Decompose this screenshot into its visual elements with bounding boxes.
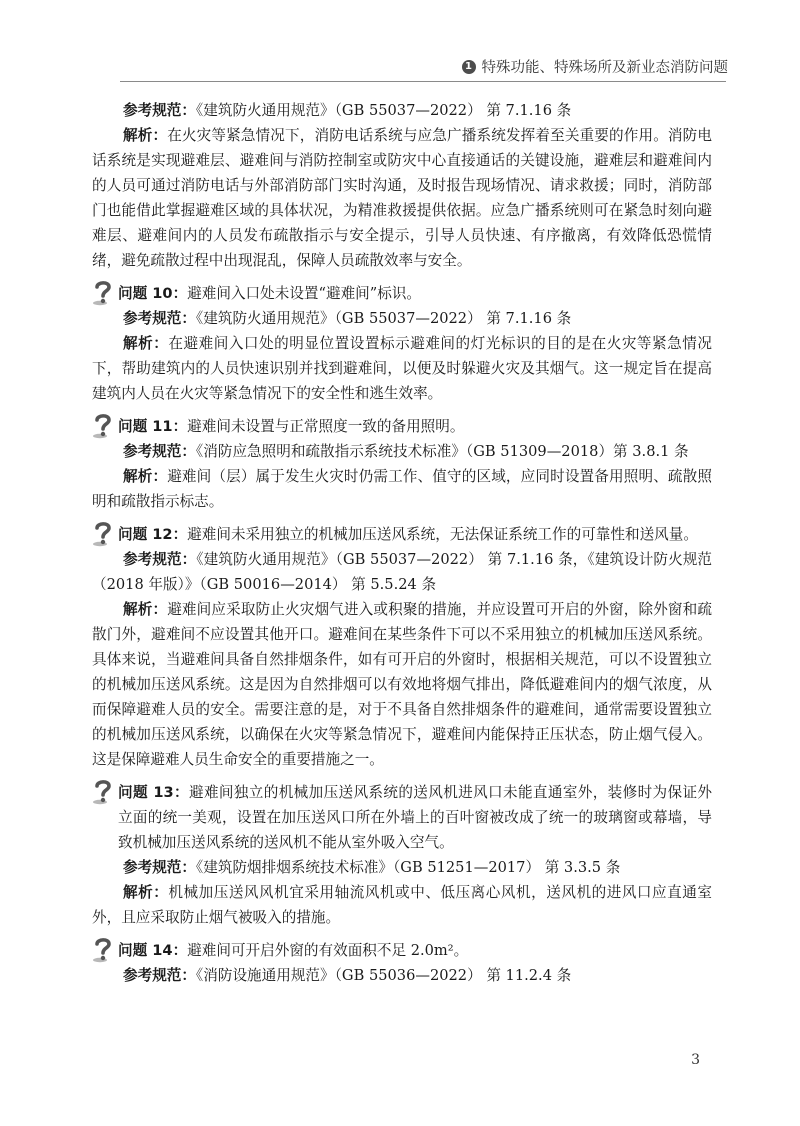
header-title [462, 56, 729, 77]
analysis-label: 解析： [123, 335, 169, 352]
analysis-paragraph [92, 123, 712, 273]
analysis-label: 解析： [123, 601, 168, 618]
reference-line [92, 98, 712, 123]
header-rule [120, 81, 726, 82]
running-header [0, 0, 800, 86]
reference-line [92, 439, 712, 464]
question-label: 问题 10： [118, 285, 188, 302]
reference-label: 参考规范： [123, 310, 196, 327]
reference-text: 《建筑防烟排烟系统技术标准》（GB 51251—2017） 第 3.3.5 条 [195, 859, 621, 876]
question-mark-icon [92, 520, 114, 547]
question-text: 避难间入口处未设置“避难间”标识。 [187, 285, 422, 302]
analysis-text: 机械加压送风风机宜采用轴流风机或中、低压离心风机，送风机的进风口应直通室外，且应采取防止烟气被吸入的措施。 [92, 884, 712, 926]
section-title: 特殊功能、特殊场所及新业态消防问题 [481, 60, 728, 76]
reference-label: 参考规范： [123, 102, 196, 119]
analysis-paragraph [92, 597, 712, 772]
reference-label: 参考规范： [123, 967, 196, 984]
reference-line [92, 855, 712, 880]
analysis-paragraph [92, 880, 712, 930]
analysis-text: 在避难间入口处的明显位置设置标示避难间的灯光标识的目的是在火灾等紧急情况下，帮助建筑内的人员快速识别并找到避难间，以便及时躲避火灾及其烟气。这一规定旨在提高建筑内人员在火灾等紧急情况下的安全性和逃生效率。 [92, 335, 712, 402]
question-label: 问题 14： [118, 942, 188, 959]
analysis-label: 解析： [123, 884, 169, 901]
question-mark-icon [92, 279, 114, 306]
question-text: 避难间独立的机械加压送风系统的送风机进风口未能直通室外，装修时为保证外立面的统一美观，设置在加压送风口所在外墙上的百叶窗被改成了统一的玻璃窗或幕墙，导致机械加压送风系统的送风机不能从室外吸入空气。 [118, 784, 713, 851]
analysis-paragraph [92, 464, 712, 514]
page-number: 3 [691, 1052, 700, 1068]
analysis-label: 解析： [123, 468, 168, 485]
question-13 [92, 780, 712, 855]
reference-text: 《建筑防火通用规范》（GB 55037—2022） 第 7.1.16 条，《建筑设计防火规范（2018 年版）》（GB 50016—2014） 第 5.5.24 条 [92, 551, 712, 593]
question-label: 问题 11： [118, 418, 188, 435]
question-mark-icon [92, 778, 114, 805]
analysis-text: 在火灾等紧急情况下，消防电话系统与应急广播系统发挥着至关重要的作用。消防电话系统是实现避难层、避难间与消防控制室或防灾中心直接通话的关键设施，避难层和避难间内的人员可通过消防电话与外部消防部门实时沟通，及时报告现场情况、请求救援；同时，消防部门也能借此掌握避难区域的具体状况，为精准救援提供依据。应急广播系统则可在紧急时刻向避难层、避难间内的人员发布疏散指示与安全提示，引导人员快速、有序撤离，有效降低恐慌情绪，避免疏散过程中出现混乱，保障人员疏散效率与安全。 [92, 127, 712, 269]
reference-text: 《建筑防火通用规范》（GB 55037—2022） 第 7.1.16 条 [195, 102, 572, 119]
reference-line [92, 547, 712, 597]
analysis-label: 解析： [123, 127, 168, 144]
chapter-number-badge: 1 [462, 60, 476, 74]
question-label: 问题 12： [118, 526, 188, 543]
analysis-text: 避难间应采取防止火灾烟气进入或积聚的措施，并应设置可开启的外窗，除外窗和疏散门外，避难间不应设置其他开口。避难间在某些条件下可以不采用独立的机械加压送风系统。具体来说，当避难间具备自然排烟条件，如有可开启的外窗时，根据相关规范，可以不设置独立的机械加压送风系统。这是因为自然排烟可以有效地将烟气排出，降低避难间内的烟气浓度，从而保障避难人员的安全。需要注意的是，对于不具备自然排烟条件的避难间，通常需要设置独立的机械加压送风系统，以确保在火灾等紧急情况下，避难间内能保持正压状态，防止烟气侵入。这是保障避难人员生命安全的重要措施之一。 [92, 601, 712, 768]
question-text: 避难间未设置与正常照度一致的备用照明。 [187, 418, 465, 435]
reference-text: 《消防应急照明和疏散指示系统技术标准》（GB 51309—2018）第 3.8.1 条 [195, 443, 689, 460]
page-content [92, 98, 712, 988]
analysis-paragraph [92, 331, 712, 406]
reference-label: 参考规范： [123, 443, 196, 460]
reference-text: 《消防设施通用规范》（GB 55036—2022） 第 11.2.4 条 [195, 967, 572, 984]
reference-label: 参考规范： [123, 551, 197, 568]
question-mark-icon [92, 936, 114, 963]
reference-line [92, 306, 712, 331]
question-text: 避难间未采用独立的机械加压送风系统，无法保证系统工作的可靠性和送风量。 [187, 526, 698, 543]
question-mark-icon [92, 412, 114, 439]
question-10 [92, 281, 712, 306]
question-11 [92, 414, 712, 439]
question-12 [92, 522, 712, 547]
question-label: 问题 13： [118, 784, 189, 801]
reference-line [92, 963, 712, 988]
reference-label: 参考规范： [123, 859, 196, 876]
question-14 [92, 938, 712, 963]
question-text: 避难间可开启外窗的有效面积不足 2.0m²。 [187, 942, 469, 959]
reference-text: 《建筑防火通用规范》（GB 55037—2022） 第 7.1.16 条 [195, 310, 572, 327]
analysis-text: 避难间（层）属于发生火灾时仍需工作、值守的区域，应同时设置备用照明、疏散照明和疏散指示标志。 [92, 468, 712, 510]
